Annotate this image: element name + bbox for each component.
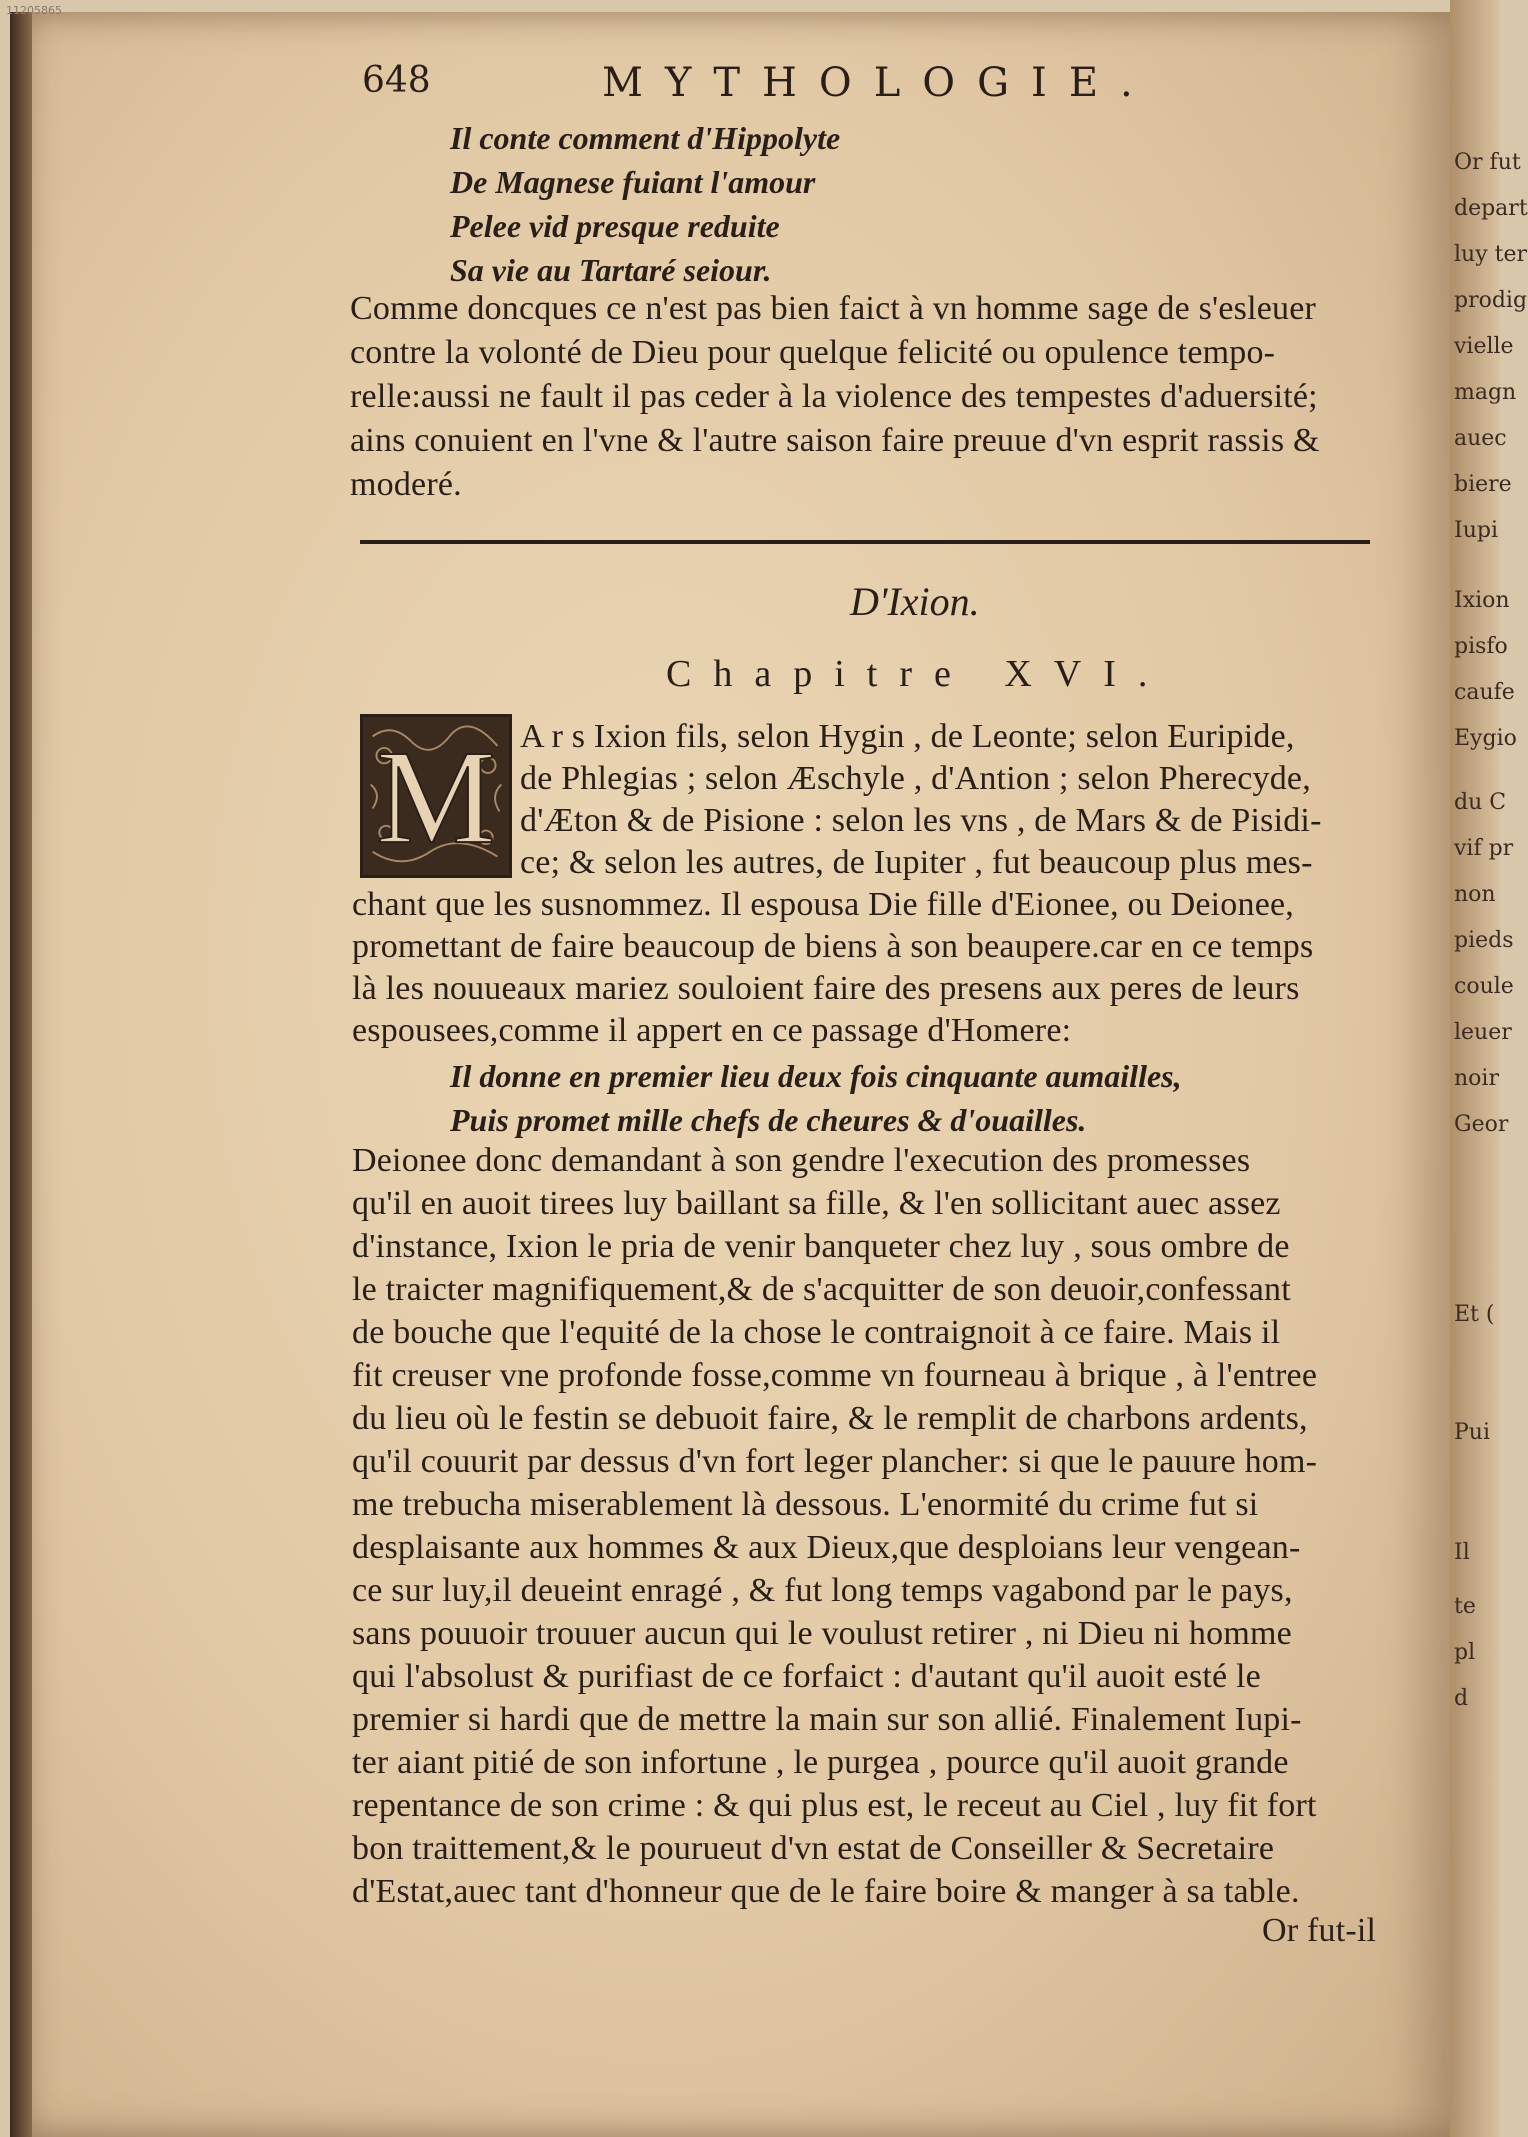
verse-line: Il donne en premier lieu deux fois cinquante aumailles, bbox=[450, 1058, 1182, 1094]
text-line: Comme doncques ce n'est pas bien faict à vn homme sage de s'esleuer bbox=[350, 290, 1317, 327]
page-header bbox=[10, 60, 1450, 112]
text-line: d'Æton & de Pisione : selon les vns , de Mars & de Pisidi- bbox=[520, 802, 1322, 839]
facing-fragment: caufe bbox=[1454, 680, 1515, 705]
text-line: ce sur luy,il deueint enragé , & fut long temps vagabond par le pays, bbox=[352, 1572, 1293, 1609]
scan-id: 11205865 bbox=[6, 4, 62, 17]
facing-fragment: prodig bbox=[1454, 288, 1528, 313]
facing-fragment: Et ( bbox=[1454, 1302, 1495, 1327]
text-line: fit creuser vne profonde fosse,comme vn fourneau à brique , à l'entree bbox=[352, 1357, 1318, 1394]
catchword: Or fut-il bbox=[1262, 1912, 1377, 1949]
facing-fragment: luy ter bbox=[1454, 242, 1528, 267]
text-line: de bouche que l'equité de la chose le contraignoit à ce faire. Mais il bbox=[352, 1314, 1281, 1351]
facing-fragment: magn bbox=[1454, 380, 1517, 405]
book-page bbox=[10, 12, 1450, 2137]
text-line: chant que les susnommez. Il espousa Die fille d'Eionee, ou Deionee, bbox=[352, 886, 1294, 923]
facing-fragment: d bbox=[1454, 1686, 1469, 1711]
text-line: contre la volonté de Dieu pour quelque felicité ou opulence tempo- bbox=[350, 334, 1276, 371]
chapter-heading: Chapitre XVI. bbox=[666, 653, 1170, 695]
facing-fragment: auec bbox=[1454, 426, 1507, 451]
text-line: d'Estat,auec tant d'honneur que de le faire boire & manger à sa table. bbox=[352, 1873, 1300, 1910]
text-line: qu'il en auoit tirees luy baillant sa fille, & l'en sollicitant auec assez bbox=[352, 1185, 1281, 1222]
text-line: desplaisante aux hommes & aux Dieux,que desploians leur vengean- bbox=[352, 1529, 1301, 1566]
facing-fragment: Geor bbox=[1454, 1112, 1509, 1137]
svg-text:M: M bbox=[376, 723, 496, 873]
text-line: là les nouueaux mariez souloient faire des presens aux peres de leurs bbox=[352, 970, 1300, 1007]
facing-fragment: Eygio bbox=[1454, 726, 1517, 751]
text-line: me trebucha miserablement là dessous. L'enormité du crime fut si bbox=[352, 1486, 1259, 1523]
facing-fragment: noir bbox=[1454, 1066, 1499, 1091]
facing-fragment: non bbox=[1454, 882, 1496, 907]
facing-fragment: coule bbox=[1454, 974, 1514, 999]
book-spine bbox=[10, 12, 32, 2137]
text-line: de Phlegias ; selon Æschyle , d'Antion ; selon Pherecyde, bbox=[520, 760, 1311, 797]
facing-fragment: vielle bbox=[1454, 334, 1514, 359]
verse-line: Puis promet mille chefs de cheures & d'ouailles. bbox=[450, 1102, 1087, 1138]
text-line: Deionee donc demandant à son gendre l'execution des promesses bbox=[352, 1142, 1251, 1179]
dropcap-ornament bbox=[363, 717, 509, 875]
page-number: 648 bbox=[362, 60, 431, 101]
facing-fragment: Iupi bbox=[1454, 518, 1498, 543]
facing-page-edge bbox=[1450, 0, 1528, 2137]
running-title: MYTHOLOGIE. bbox=[602, 60, 1155, 106]
text-line: ains conuient en l'vne & l'autre saison faire preuue d'vn esprit rassis & bbox=[350, 422, 1320, 459]
facing-fragment: te bbox=[1454, 1594, 1476, 1619]
facing-fragment: du C bbox=[1454, 790, 1507, 815]
text-line: ter aiant pitié de son infortune , le purgea , pource qu'il auoit grande bbox=[352, 1744, 1289, 1781]
facing-fragment: pl bbox=[1454, 1640, 1476, 1665]
text-line: du lieu où le festin se debuoit faire, & le remplit de charbons ardents, bbox=[352, 1400, 1308, 1437]
section-divider bbox=[360, 540, 1370, 544]
text-line: relle:aussi ne fault il pas ceder à la violence des tempestes d'aduersité; bbox=[350, 378, 1318, 415]
verse-line: Sa vie au Tartaré seiour. bbox=[450, 252, 772, 288]
text-line: espousees,comme il appert en ce passage d'Homere: bbox=[352, 1012, 1072, 1049]
verse-line: Il conte comment d'Hippolyte bbox=[450, 120, 841, 156]
text-line: promettant de faire beaucoup de biens à son beaupere.car en ce temps bbox=[352, 928, 1314, 965]
section-title: D'Ixion. bbox=[850, 579, 980, 624]
text-line: A r s Ixion fils, selon Hygin , de Leonte; selon Euripide, bbox=[520, 718, 1295, 755]
facing-fragment: vif pr bbox=[1454, 836, 1514, 861]
facing-fragment: Pui bbox=[1454, 1420, 1491, 1445]
facing-fragment: pieds bbox=[1454, 928, 1514, 953]
text-line: qui l'absolust & purifiast de ce forfaict : d'autant qu'il auoit esté le bbox=[352, 1658, 1261, 1695]
text-line: le traicter magnifiquement,& de s'acquitter de son deuoir,confessant bbox=[352, 1271, 1291, 1308]
text-line: d'instance, Ixion le pria de venir banqueter chez luy , sous ombre de bbox=[352, 1228, 1290, 1265]
text-line: ce; & selon les autres, de Iupiter , fut beaucoup plus mes- bbox=[520, 844, 1313, 881]
text-line: bon traittement,& le pourueut d'vn estat de Conseiller & Secretaire bbox=[352, 1830, 1275, 1867]
ornamental-dropcap bbox=[360, 714, 512, 878]
facing-fragment: Ixion bbox=[1454, 588, 1510, 613]
facing-fragment: Il bbox=[1454, 1540, 1470, 1565]
text-line: sans pouuoir trouuer aucun qui le voulust retirer , ni Dieu ni homme bbox=[352, 1615, 1292, 1652]
facing-fragment: depart bbox=[1454, 196, 1528, 221]
text-line: repentance de son crime : & qui plus est, le receut au Ciel , luy fit fort bbox=[352, 1787, 1317, 1824]
text-line: premier si hardi que de mettre la main sur son allié. Finalement Iupi- bbox=[352, 1701, 1302, 1738]
text-line: moderé. bbox=[350, 466, 462, 503]
verse-line: De Magnese fuiant l'amour bbox=[450, 164, 816, 200]
text-line: qu'il couurit par dessus d'vn fort leger plancher: si que le pauure hom- bbox=[352, 1443, 1318, 1480]
facing-fragment: Or fut bbox=[1454, 150, 1521, 175]
verse-line: Pelee vid presque reduite bbox=[450, 208, 780, 244]
facing-fragment: biere bbox=[1454, 472, 1512, 497]
facing-fragment: pisfo bbox=[1454, 634, 1508, 659]
facing-fragment: leuer bbox=[1454, 1020, 1512, 1045]
